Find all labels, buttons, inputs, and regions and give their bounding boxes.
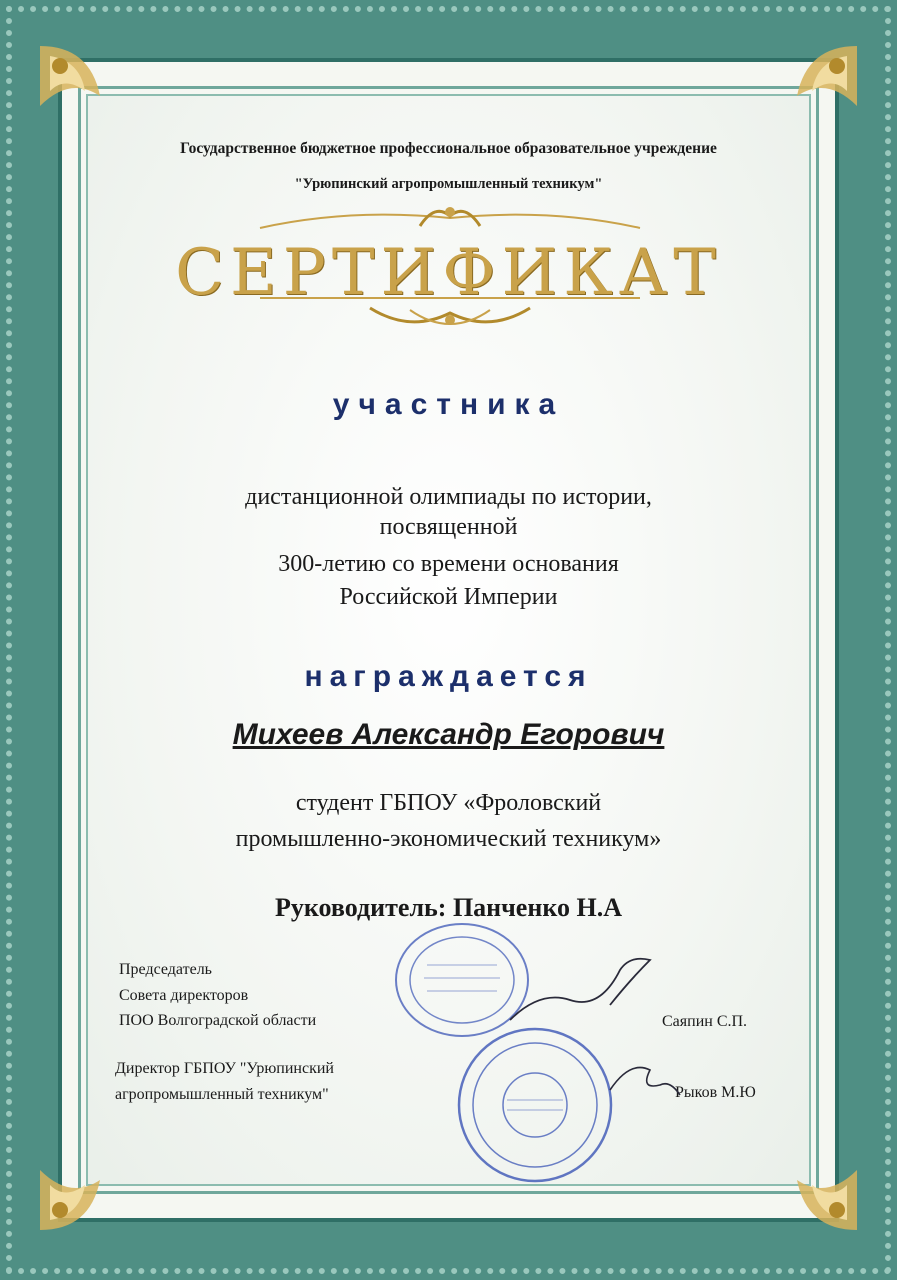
corner-ornament-bottom-right [747,1120,867,1240]
chair-name: Саяпин С.П. [662,1013,748,1030]
participant-label: участника [332,388,565,421]
student-line-2: промышленно-экономический техникум» [235,826,662,852]
college-stamp [455,1025,615,1185]
organization-line-2: "Урюпинский агропромышленный техникум" [294,176,603,192]
corner-ornament-top-right [747,36,867,156]
description-line-4: Российской Империи [339,584,558,610]
student-line-1: студент ГБПОУ «Фроловский [295,790,602,816]
description-line-3: 300-летию со времени основания [278,551,619,577]
corner-ornament-bottom-left [30,1120,150,1240]
certificate-title: СЕРТИФИКАТ [175,236,722,310]
chair-signature [500,950,660,1030]
chair-title-line-3: ПОО Волгоградской области [119,1012,317,1029]
director-title-line-1: Директор ГБПОУ "Урюпинский [115,1060,334,1077]
description-line-1: дистанционной олимпиады по истории, [245,484,652,510]
director-title-line-2: агропромышленный техникум" [115,1086,329,1103]
director-name: Рыков М.Ю [675,1084,756,1101]
recipient-name [0,718,897,752]
leader-line: Руководитель: Панченко Н.А [275,893,622,922]
chair-title-line-2: Совета директоров [119,987,249,1004]
title-ornament-bottom [250,288,650,338]
awarded-label: награждается [304,660,593,693]
recipient-name-text: Михеев Александр Егорович [232,718,665,751]
chair-title-line-1: Председатель [119,961,212,978]
description-line-2: посвященной [379,514,518,540]
director-signature [600,1040,690,1110]
corner-ornament-top-left [30,36,150,156]
title-ornament-top [250,198,650,238]
organization-line-1: Государственное бюджетное профессиональное образовательное учреждение [180,140,717,157]
